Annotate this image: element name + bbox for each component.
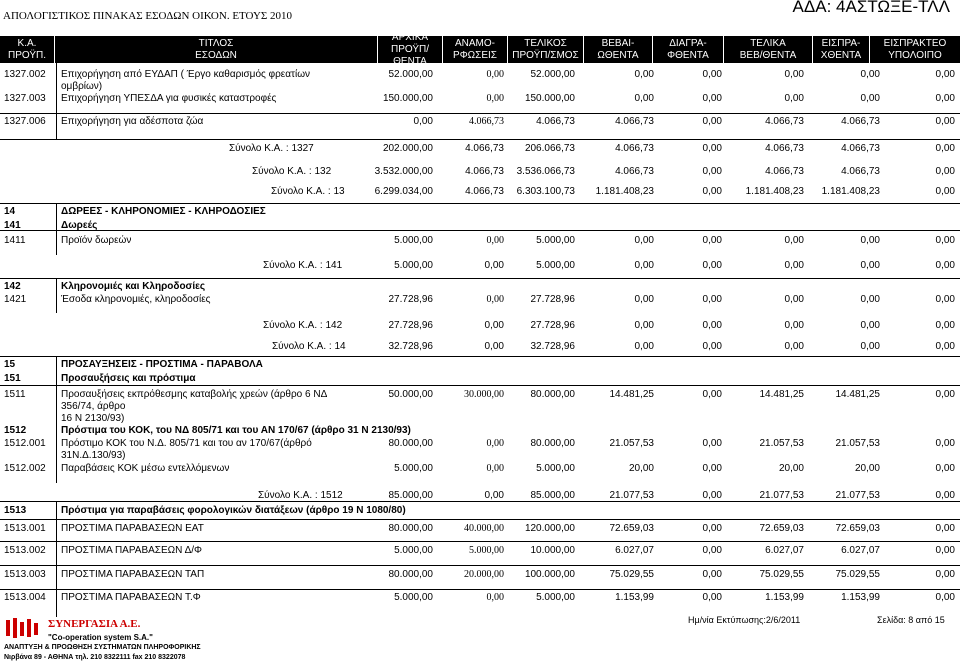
row-code: 1327.003 bbox=[4, 93, 46, 104]
amount-cell: 0,00 bbox=[702, 490, 722, 501]
amount-cell: 85.000,00 bbox=[388, 490, 433, 501]
amount-cell: 0,00 bbox=[784, 69, 804, 80]
amount-cell: 0,00 bbox=[702, 523, 722, 534]
amount-cell: 0,00 bbox=[935, 143, 955, 154]
amount-cell: 0,00 bbox=[702, 166, 722, 177]
amount-cell: 0,00 bbox=[935, 545, 955, 556]
amount-cell: 0,00 bbox=[935, 592, 955, 603]
amount-cell: 72.659,03 bbox=[609, 523, 654, 534]
amount-cell: 1.181.408,23 bbox=[745, 186, 804, 197]
amount-cell: 6.027,07 bbox=[615, 545, 654, 556]
amount-cell: 0,00 bbox=[935, 523, 955, 534]
amount-cell: 20,00 bbox=[628, 463, 654, 474]
group-code: 14 bbox=[4, 206, 16, 217]
amount-cell: 20,00 bbox=[854, 463, 880, 474]
amount-cell: 21.057,53 bbox=[609, 438, 654, 449]
amount-cell: 32.728,96 bbox=[530, 341, 575, 352]
footer-dev: ΑΝΑΠΤΥΞΗ & ΠΡΟΩΘΗΣΗ ΣΥΣΤΗΜΑΤΩΝ ΠΛΗΡΟΦΟΡΙΚΗΣ bbox=[4, 644, 201, 651]
amount-cell: 4.066,73 bbox=[841, 143, 880, 154]
group-title: Πρόστιμα του ΚΟΚ, του ΝΔ 805/71 και του ΑΝ 170/67 (άρθρο 31 Ν 2130/93) bbox=[61, 425, 411, 436]
row-title: ΠΡΟΣΤΙΜΑ ΠΑΡΑΒΑΣΕΩΝ Δ/Φ bbox=[61, 545, 203, 556]
amount-cell: 0,00 bbox=[860, 69, 880, 80]
amount-cell: 0,00 bbox=[784, 260, 804, 271]
amount-cell: 30.000,00 bbox=[464, 389, 504, 400]
company-logo-icon bbox=[4, 616, 44, 640]
amount-cell: 0,00 bbox=[935, 389, 955, 400]
amount-cell: 0,00 bbox=[486, 294, 504, 305]
amount-cell: 0,00 bbox=[935, 463, 955, 474]
row-code: 1513.002 bbox=[4, 545, 46, 556]
amount-cell: 0,00 bbox=[702, 260, 722, 271]
amount-cell: 4.066,73 bbox=[465, 166, 504, 177]
row-title: Έσοδα κληρονομιές, κληροδοσίες bbox=[61, 294, 211, 305]
row-title: Επιχορήγηση από ΕΥΔΑΠ ( Έργο καθαρισμός φρεατίων bbox=[61, 69, 310, 80]
amount-cell: 0,00 bbox=[702, 294, 722, 305]
amount-cell: 0,00 bbox=[935, 341, 955, 352]
amount-cell: 0,00 bbox=[634, 341, 654, 352]
row-code: 1512.001 bbox=[4, 438, 46, 449]
amount-cell: 0,00 bbox=[860, 341, 880, 352]
amount-cell: 27.728,96 bbox=[388, 320, 433, 331]
amount-cell: 21.057,53 bbox=[835, 438, 880, 449]
amount-cell: 14.481,25 bbox=[609, 389, 654, 400]
col-header-adjustments: ΑΝΑΜΟ- ΡΦΩΣΕΙΣ bbox=[453, 37, 497, 61]
amount-cell: 21.077,53 bbox=[759, 490, 804, 501]
amount-cell: 4.066,73 bbox=[615, 116, 654, 127]
group-code: 15 bbox=[4, 359, 16, 370]
amount-cell: 5.000,00 bbox=[536, 463, 575, 474]
amount-cell: 21.077,53 bbox=[609, 490, 654, 501]
amount-cell: 0,00 bbox=[702, 235, 722, 246]
amount-cell: 75.029,55 bbox=[609, 569, 654, 580]
amount-cell: 1.153,99 bbox=[841, 592, 880, 603]
amount-cell: 20,00 bbox=[778, 463, 804, 474]
amount-cell: 4.066,73 bbox=[536, 116, 575, 127]
row-title: Προϊόν δωρεών bbox=[61, 235, 132, 246]
col-header-collected: ΕΙΣΠΡΑ- ΧΘΕΝΤΑ bbox=[820, 37, 862, 61]
amount-cell: 0,00 bbox=[935, 93, 955, 104]
amount-cell: 0,00 bbox=[935, 569, 955, 580]
col-header-deleted: ΔΙΑΓΡΑ- ΦΘΕΝΤΑ bbox=[667, 37, 709, 61]
amount-cell: 0,00 bbox=[702, 69, 722, 80]
amount-cell: 50.000,00 bbox=[388, 389, 433, 400]
col-header-final-certified: ΤΕΛΙΚΑ ΒΕΒ/ΘΕΝΤΑ bbox=[739, 37, 797, 61]
col-header-final-budget: ΤΕΛΙΚΟΣ ΠΡΟΫΠ/ΣΜΟΣ bbox=[512, 37, 579, 61]
amount-cell: 80.000,00 bbox=[388, 438, 433, 449]
amount-cell: 75.029,55 bbox=[759, 569, 804, 580]
amount-cell: 5.000,00 bbox=[536, 592, 575, 603]
amount-cell: 0,00 bbox=[486, 438, 504, 449]
group-code: 141 bbox=[4, 220, 21, 231]
amount-cell: 0,00 bbox=[860, 294, 880, 305]
amount-cell: 40.000,00 bbox=[464, 523, 504, 534]
row-code: 1513.001 bbox=[4, 523, 46, 534]
row-code: 1411 bbox=[4, 235, 26, 246]
amount-cell: 0,00 bbox=[702, 463, 722, 474]
amount-cell: 120.000,00 bbox=[524, 523, 575, 534]
amount-cell: 5.000,00 bbox=[394, 235, 433, 246]
amount-cell: 0,00 bbox=[702, 438, 722, 449]
amount-cell: 21.057,53 bbox=[759, 438, 804, 449]
amount-cell: 5.000,00 bbox=[469, 545, 504, 556]
amount-cell: 0,00 bbox=[935, 260, 955, 271]
amount-cell: 4.066,73 bbox=[469, 116, 504, 127]
table-header bbox=[0, 31, 960, 67]
amount-cell: 0,00 bbox=[702, 320, 722, 331]
group-title: Δωρεές bbox=[61, 220, 98, 231]
group-title: ΠΡΟΣΑΥΞΗΣΕΙΣ - ΠΡΟΣΤΙΜΑ - ΠΑΡΑΒΟΛΑ bbox=[61, 359, 263, 370]
amount-cell: 3.532.000,00 bbox=[374, 166, 433, 177]
footer-coop: "Co-operation system S.A." bbox=[48, 633, 153, 642]
group-code: 142 bbox=[4, 281, 21, 292]
amount-cell: 20.000,00 bbox=[464, 569, 504, 580]
amount-cell: 4.066,73 bbox=[465, 186, 504, 197]
amount-cell: 0,00 bbox=[702, 545, 722, 556]
row-code: 1327.006 bbox=[4, 116, 46, 127]
amount-cell: 0,00 bbox=[484, 260, 504, 271]
amount-cell: 0,00 bbox=[486, 69, 504, 80]
amount-cell: 14.481,25 bbox=[759, 389, 804, 400]
amount-cell: 0,00 bbox=[702, 341, 722, 352]
row-title: Παραβάσεις ΚΟΚ μέσω εντελλόμενων bbox=[61, 463, 230, 474]
amount-cell: 5.000,00 bbox=[536, 260, 575, 271]
amount-cell: 0,00 bbox=[702, 592, 722, 603]
row-title: ΠΡΟΣΤΙΜΑ ΠΑΡΑΒΑΣΕΩΝ ΕΑΤ bbox=[61, 523, 204, 534]
amount-cell: 0,00 bbox=[634, 320, 654, 331]
amount-cell: 4.066,73 bbox=[765, 166, 804, 177]
group-code: 151 bbox=[4, 373, 21, 384]
amount-cell: 0,00 bbox=[784, 294, 804, 305]
amount-cell: 0,00 bbox=[935, 490, 955, 501]
amount-cell: 0,00 bbox=[484, 320, 504, 331]
amount-cell: 0,00 bbox=[702, 93, 722, 104]
row-title: ΠΡΟΣΤΙΜΑ ΠΑΡΑΒΑΣΕΩΝ ΤΑΠ bbox=[61, 569, 205, 580]
amount-cell: 0,00 bbox=[413, 116, 433, 127]
amount-cell: 0,00 bbox=[484, 490, 504, 501]
col-header-receivable: ΕΙΣΠΡΑΚΤΕΟ ΥΠΟΛΟΙΠΟ bbox=[883, 37, 947, 61]
amount-cell: 80.000,00 bbox=[388, 569, 433, 580]
amount-cell: 4.066,73 bbox=[841, 166, 880, 177]
amount-cell: 0,00 bbox=[935, 438, 955, 449]
amount-cell: 0,00 bbox=[784, 341, 804, 352]
row-code: 1513.004 bbox=[4, 592, 46, 603]
amount-cell: 10.000,00 bbox=[530, 545, 575, 556]
amount-cell: 80.000,00 bbox=[530, 389, 575, 400]
amount-cell: 0,00 bbox=[702, 186, 722, 197]
col-header-initial: ΑΡΧΙΚΑ ΠΡΟΫΠ/ΘΕΝΤΑ bbox=[390, 31, 430, 67]
subtotal-label: Σύνολο Κ.Α. : 1327 bbox=[229, 143, 314, 154]
amount-cell: 0,00 bbox=[634, 69, 654, 80]
amount-cell: 4.066,73 bbox=[841, 116, 880, 127]
amount-cell: 3.536.066,73 bbox=[516, 166, 575, 177]
amount-cell: 0,00 bbox=[935, 166, 955, 177]
amount-cell: 5.000,00 bbox=[536, 235, 575, 246]
amount-cell: 6.027,07 bbox=[841, 545, 880, 556]
amount-cell: 1.181.408,23 bbox=[595, 186, 654, 197]
row-title-cont: 31Ν.Δ.130/93) bbox=[61, 450, 126, 461]
subtotal-label: Σύνολο Κ.Α. : 132 bbox=[252, 166, 332, 177]
page-number: Σελίδα: 8 από 15 bbox=[877, 615, 945, 625]
col-header-title: ΤΙΤΛΟΣ ΕΣΟΔΩΝ bbox=[195, 37, 237, 61]
amount-cell: 27.728,96 bbox=[530, 294, 575, 305]
row-code: 1327.002 bbox=[4, 69, 46, 80]
amount-cell: 4.066,73 bbox=[615, 143, 654, 154]
row-code: 1511 bbox=[4, 389, 26, 400]
row-code: 1512.002 bbox=[4, 463, 46, 474]
amount-cell: 0,00 bbox=[702, 116, 722, 127]
amount-cell: 0,00 bbox=[784, 93, 804, 104]
amount-cell: 4.066,73 bbox=[765, 143, 804, 154]
row-title: Επιχορήγηση για αδέσποτα ζώα bbox=[61, 116, 204, 127]
amount-cell: 52.000,00 bbox=[388, 69, 433, 80]
amount-cell: 0,00 bbox=[484, 341, 504, 352]
amount-cell: 0,00 bbox=[486, 463, 504, 474]
amount-cell: 0,00 bbox=[634, 93, 654, 104]
amount-cell: 0,00 bbox=[634, 294, 654, 305]
amount-cell: 0,00 bbox=[702, 569, 722, 580]
amount-cell: 0,00 bbox=[935, 69, 955, 80]
amount-cell: 0,00 bbox=[860, 235, 880, 246]
amount-cell: 4.066,73 bbox=[615, 166, 654, 177]
amount-cell: 14.481,25 bbox=[835, 389, 880, 400]
amount-cell: 6.303.100,73 bbox=[516, 186, 575, 197]
group-code: 1513 bbox=[4, 505, 27, 516]
amount-cell: 27.728,96 bbox=[530, 320, 575, 331]
row-title-cont: 356/74, άρθρο bbox=[61, 401, 126, 412]
amount-cell: 1.153,99 bbox=[765, 592, 804, 603]
amount-cell: 206.066,73 bbox=[524, 143, 575, 154]
amount-cell: 21.077,53 bbox=[835, 490, 880, 501]
amount-cell: 150.000,00 bbox=[524, 93, 575, 104]
amount-cell: 6.299.034,00 bbox=[374, 186, 433, 197]
amount-cell: 5.000,00 bbox=[394, 260, 433, 271]
amount-cell: 0,00 bbox=[860, 93, 880, 104]
amount-cell: 1.181.408,23 bbox=[821, 186, 880, 197]
amount-cell: 72.659,03 bbox=[835, 523, 880, 534]
amount-cell: 0,00 bbox=[486, 592, 504, 603]
amount-cell: 5.000,00 bbox=[394, 592, 433, 603]
group-code: 1512 bbox=[4, 425, 27, 436]
amount-cell: 0,00 bbox=[784, 320, 804, 331]
amount-cell: 80.000,00 bbox=[388, 523, 433, 534]
row-code: 1513.003 bbox=[4, 569, 46, 580]
subtotal-label: Σύνολο Κ.Α. : 13 bbox=[271, 186, 345, 197]
row-title: Προσαυξήσεις εκπρόθεσμης καταβολής χρεών (άρθρο 6 ΝΔ bbox=[61, 389, 328, 400]
amount-cell: 202.000,00 bbox=[382, 143, 433, 154]
amount-cell: 0,00 bbox=[935, 116, 955, 127]
amount-cell: 32.728,96 bbox=[388, 341, 433, 352]
amount-cell: 4.066,73 bbox=[765, 116, 804, 127]
subtotal-label: Σύνολο Κ.Α. : 14 bbox=[272, 341, 346, 352]
amount-cell: 27.728,96 bbox=[388, 294, 433, 305]
amount-cell: 0,00 bbox=[486, 235, 504, 246]
group-title: Πρόστιμα για παραβάσεις φορολογικών διατάξεων (άρθρο 19 Ν 1080/80) bbox=[61, 505, 406, 516]
amount-cell: 0,00 bbox=[634, 235, 654, 246]
row-code: 1421 bbox=[4, 294, 27, 305]
group-title: Κληρονομιές και Κληροδοσίες bbox=[61, 281, 206, 292]
col-header-code: Κ.Α. ΠΡΟΫΠ. bbox=[7, 37, 47, 61]
row-title-cont: 16 Ν 2130/93) bbox=[61, 413, 125, 424]
col-header-certified: ΒΕΒΑΙ- ΩΘΕΝΤΑ bbox=[597, 37, 639, 61]
amount-cell: 5.000,00 bbox=[394, 545, 433, 556]
amount-cell: 4.066,73 bbox=[465, 143, 504, 154]
amount-cell: 0,00 bbox=[860, 260, 880, 271]
amount-cell: 80.000,00 bbox=[530, 438, 575, 449]
amount-cell: 150.000,00 bbox=[382, 93, 433, 104]
row-title: Πρόστιμο ΚΟΚ του Ν.Δ. 805/71 και του αν 170/67(άρθρό bbox=[61, 438, 312, 449]
amount-cell: 0,00 bbox=[935, 320, 955, 331]
amount-cell: 0,00 bbox=[860, 320, 880, 331]
amount-cell: 5.000,00 bbox=[394, 463, 433, 474]
subtotal-label: Σύνολο Κ.Α. : 142 bbox=[263, 320, 343, 331]
amount-cell: 0,00 bbox=[702, 143, 722, 154]
footer-address: Νιρβάνα 89 - ΑΘΗΝΑ τηλ. 210 8322111 fax 210 8322078 bbox=[4, 654, 186, 661]
amount-cell: 85.000,00 bbox=[530, 490, 575, 501]
ada-code: ΑΔΑ: 4ΑΣΤΩΞΕ-ΤΛΛ bbox=[792, 0, 950, 16]
subtotal-label: Σύνολο Κ.Α. : 141 bbox=[263, 260, 343, 271]
amount-cell: 0,00 bbox=[486, 93, 504, 104]
subtotal-label: Σύνολο Κ.Α. : 1512 bbox=[258, 490, 343, 501]
amount-cell: 52.000,00 bbox=[530, 69, 575, 80]
row-title: Επιχορήγηση ΥΠΕΣΔΑ για φυσικές καταστροφές bbox=[61, 93, 277, 104]
row-title: ΠΡΟΣΤΙΜΑ ΠΑΡΑΒΑΣΕΩΝ Τ.Φ bbox=[61, 592, 201, 603]
group-title: ΔΩΡΕΕΣ - ΚΛΗΡΟΝΟΜΙΕΣ - ΚΛΗΡΟΔΟΣΙΕΣ bbox=[61, 206, 266, 217]
amount-cell: 6.027,07 bbox=[765, 545, 804, 556]
amount-cell: 72.659,03 bbox=[759, 523, 804, 534]
amount-cell: 75.029,55 bbox=[835, 569, 880, 580]
amount-cell: 0,00 bbox=[935, 186, 955, 197]
amount-cell: 0,00 bbox=[702, 389, 722, 400]
page-title: ΑΠΟΛΟΓΙΣΤΙΚΟΣ ΠΙΝΑΚΑΣ ΕΣΟΔΩΝ ΟΙΚΟΝ. ΕΤΟΥΣ 2010 bbox=[3, 10, 293, 22]
row-title-cont: ομβρίων) bbox=[61, 81, 103, 92]
amount-cell: 1.153,99 bbox=[615, 592, 654, 603]
amount-cell: 0,00 bbox=[935, 235, 955, 246]
group-title: Προσαυξήσεις και πρόστιμα bbox=[61, 373, 196, 384]
print-date: Ημ/νία Εκτύπωσης:2/6/2011 bbox=[688, 615, 801, 625]
amount-cell: 0,00 bbox=[634, 260, 654, 271]
footer-company: ΣΥΝΕΡΓΑΣΙΑ Α.Ε. bbox=[48, 618, 141, 630]
amount-cell: 0,00 bbox=[935, 294, 955, 305]
amount-cell: 100.000,00 bbox=[524, 569, 575, 580]
amount-cell: 0,00 bbox=[784, 235, 804, 246]
